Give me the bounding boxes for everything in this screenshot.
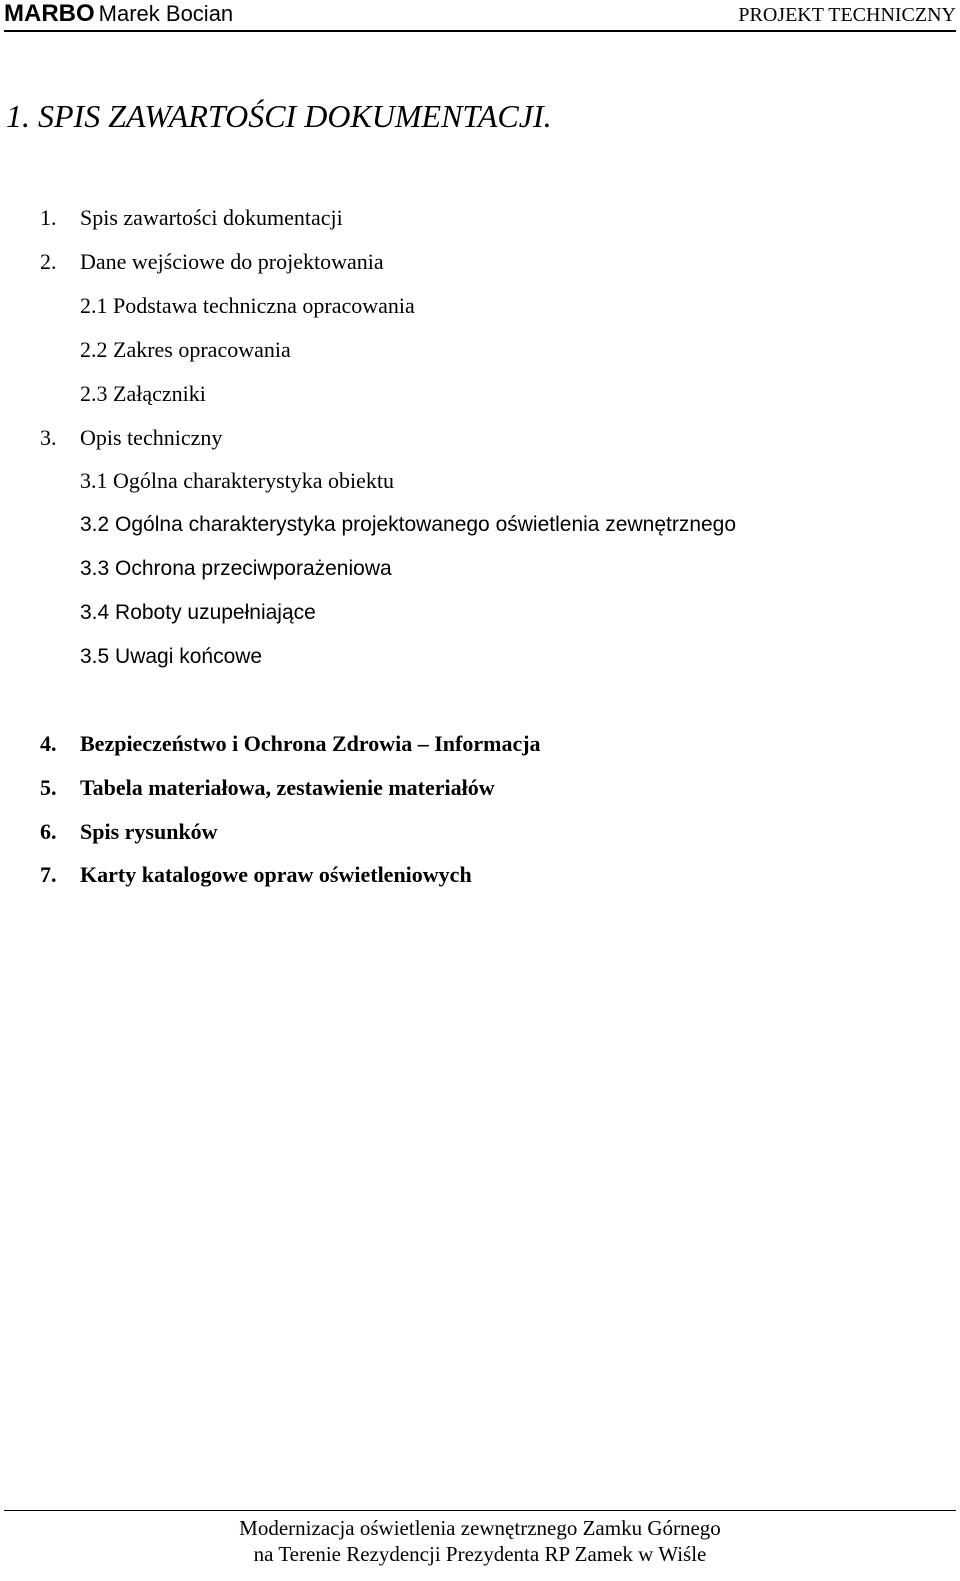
- toc-item: [40, 730, 541, 758]
- footer-project-line1: Modernizacja oświetlenia zewnętrznego Zamku Górnego: [239, 1516, 721, 1540]
- toc-item: [40, 861, 472, 889]
- footer-divider: [4, 1510, 956, 1511]
- toc-text: Dane wejściowe do projektowania: [80, 249, 384, 274]
- toc-text: Bezpieczeństwo i Ochrona Zdrowia – Informacja: [80, 731, 541, 756]
- toc-number: 2.: [40, 249, 57, 274]
- toc-number: 5.: [40, 775, 57, 800]
- toc-text: Opis techniczny: [80, 425, 223, 450]
- author-name: Marek Bocian: [98, 1, 234, 26]
- document-type: PROJEKT TECHNICZNY: [738, 4, 956, 26]
- toc-number: 7.: [40, 862, 57, 887]
- brand-logo-text: MARBO: [4, 0, 95, 27]
- toc-subitem: 2.1 Podstawa techniczna opracowania: [80, 293, 415, 318]
- toc-text: Tabela materiałowa, zestawienie materiałów: [80, 775, 495, 800]
- footer-project-line2: na Terenie Rezydencji Prezydenta RP Zamek w Wiśle: [253, 1542, 707, 1566]
- toc-subitem: 2.2 Zakres opracowania: [80, 337, 291, 362]
- toc-number: 3.: [40, 425, 57, 450]
- section-title: 1. SPIS ZAWARTOŚCI DOKUMENTACJI.: [6, 98, 552, 134]
- toc-subitem: 3.3 Ochrona przeciwporażeniowa: [80, 557, 392, 580]
- toc-subitem: 3.4 Roboty uzupełniające: [80, 601, 316, 624]
- toc-number: 1.: [40, 205, 57, 230]
- toc-subitem: 3.2 Ogólna charakterystyka projektowanego oświetlenia zewnętrznego: [80, 513, 737, 536]
- toc-item: [40, 774, 495, 802]
- toc-subitem: 3.5 Uwagi końcowe: [80, 645, 263, 668]
- toc-item: [40, 248, 384, 276]
- toc-item: [40, 424, 222, 452]
- toc-number: 6.: [40, 819, 57, 844]
- toc-text: Spis zawartości dokumentacji: [80, 205, 343, 230]
- toc-text: Karty katalogowe opraw oświetleniowych: [80, 862, 472, 887]
- toc-text: Spis rysunków: [80, 819, 218, 844]
- toc-number: 4.: [40, 731, 57, 756]
- toc-item: [40, 204, 343, 232]
- company-brand: [4, 0, 233, 28]
- toc-subitem: 3.1 Ogólna charakterystyka obiektu: [80, 468, 395, 493]
- toc-item: [40, 818, 218, 846]
- page-header: [4, 0, 956, 32]
- toc-subitem: 2.3 Załączniki: [80, 381, 206, 406]
